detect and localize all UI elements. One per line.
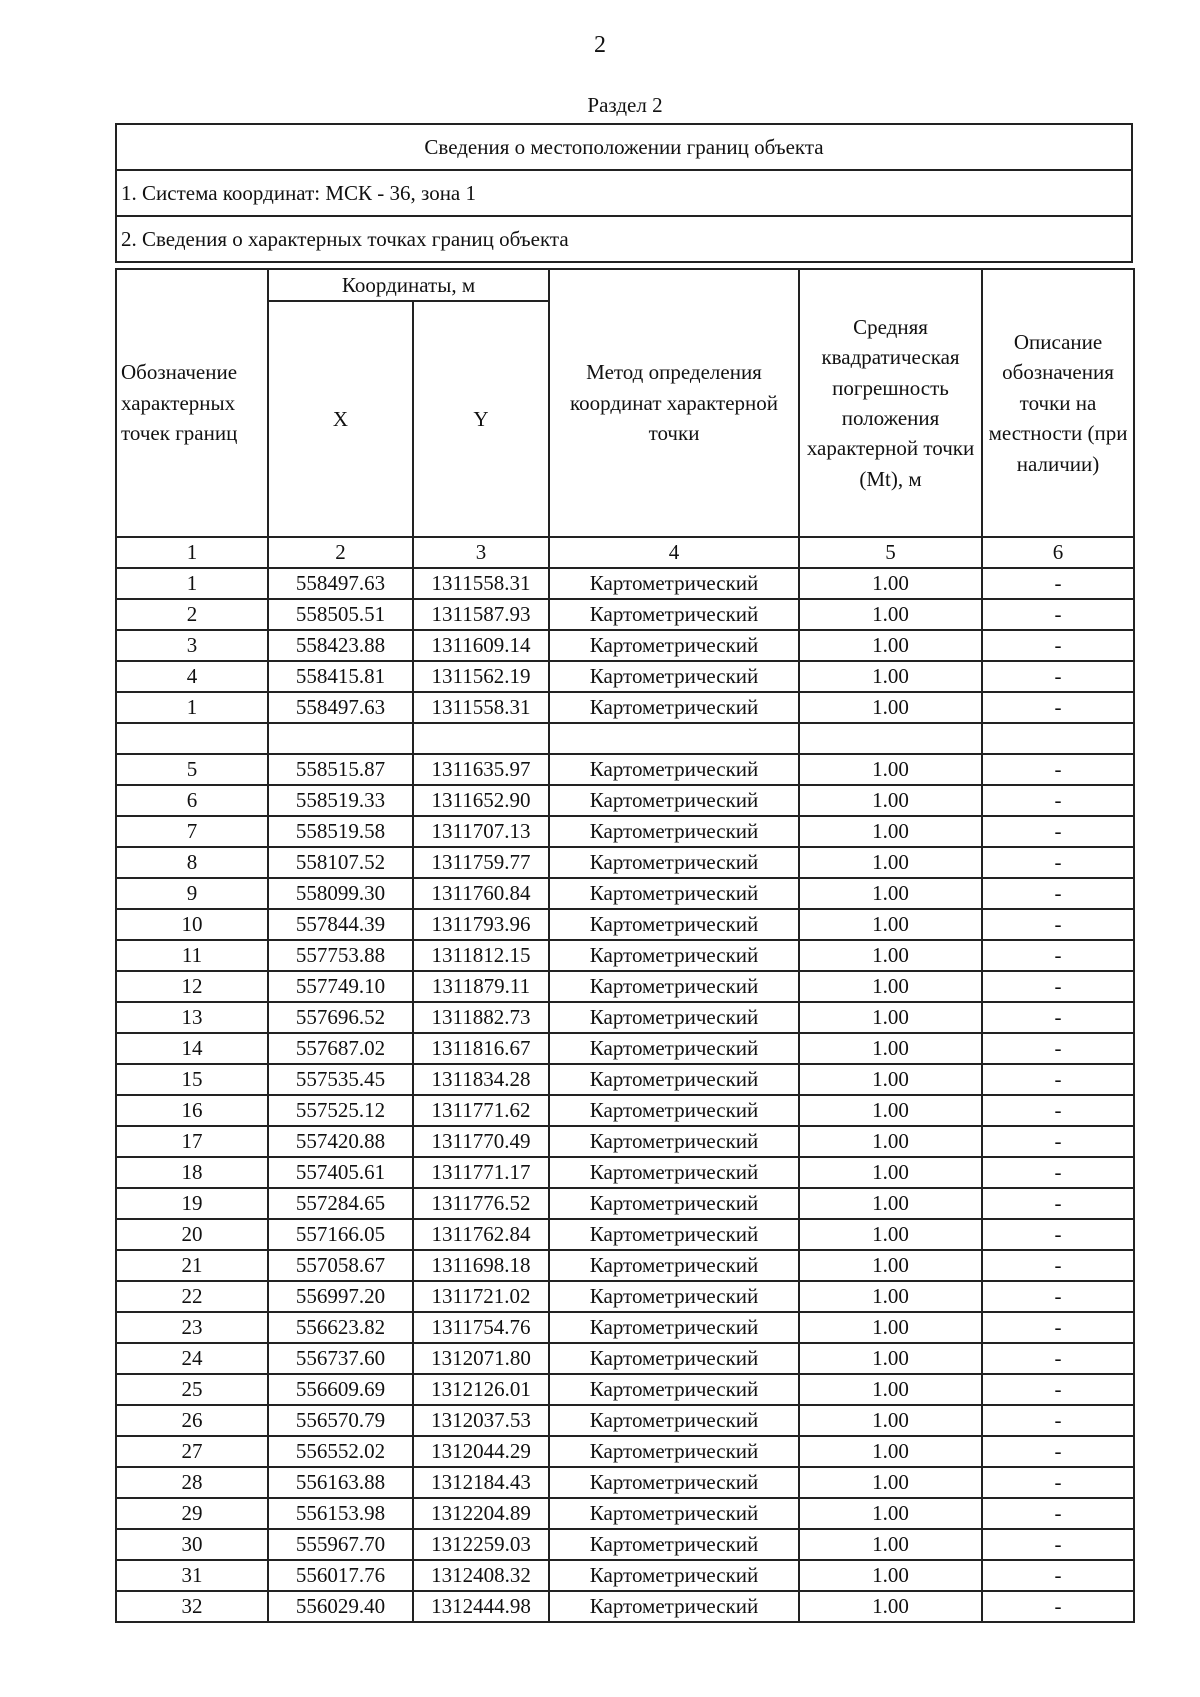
description-cell: - [982,1374,1134,1405]
method-cell: Картометрический [549,692,799,723]
x-coordinate-cell: 557753.88 [268,940,413,971]
table-row [116,1250,1134,1281]
error-cell: 1.00 [799,754,982,785]
description-cell: - [982,1126,1134,1157]
table-row [116,847,1134,878]
y-coordinate-cell: 1312184.43 [413,1467,549,1498]
table-row [116,1033,1134,1064]
error-cell: 1.00 [799,1498,982,1529]
description-cell: - [982,692,1134,723]
points-caption: 2. Сведения о характерных точках границ объекта [116,216,1132,262]
point-number-cell: 8 [116,847,268,878]
y-coordinate-cell: 1312204.89 [413,1498,549,1529]
table-row [116,971,1134,1002]
table-row [116,1188,1134,1219]
point-number-cell: 29 [116,1498,268,1529]
error-cell: 1.00 [799,785,982,816]
description-cell: - [982,1529,1134,1560]
y-coordinate-cell: 1312444.98 [413,1591,549,1622]
y-coordinate-cell: 1311770.49 [413,1126,549,1157]
method-cell: Картометрический [549,1343,799,1374]
table-body [116,568,1134,1622]
table-row [116,661,1134,692]
point-number-cell [116,723,268,754]
error-cell: 1.00 [799,1529,982,1560]
x-coordinate-cell: 558099.30 [268,878,413,909]
y-coordinate-cell: 1311771.17 [413,1157,549,1188]
x-coordinate-cell: 558497.63 [268,568,413,599]
y-coordinate-cell: 1312044.29 [413,1436,549,1467]
error-cell: 1.00 [799,1157,982,1188]
description-cell: - [982,1591,1134,1622]
error-cell: 1.00 [799,1219,982,1250]
description-cell: - [982,909,1134,940]
method-cell: Картометрический [549,1002,799,1033]
table-row [116,1064,1134,1095]
method-cell: Картометрический [549,971,799,1002]
point-number-cell: 12 [116,971,268,1002]
table-row [116,1126,1134,1157]
error-cell: 1.00 [799,940,982,971]
table-row [116,909,1134,940]
table-title: Сведения о местоположении границ объекта [116,124,1132,170]
y-coordinate-cell: 1311793.96 [413,909,549,940]
column-header-description: Описание обозначения точки на местности (при наличии) [982,269,1134,537]
x-coordinate-cell: 556570.79 [268,1405,413,1436]
x-coordinate-cell: 556552.02 [268,1436,413,1467]
x-coordinate-cell: 558415.81 [268,661,413,692]
method-cell: Картометрический [549,1033,799,1064]
x-coordinate-cell: 556153.98 [268,1498,413,1529]
x-coordinate-cell: 557687.02 [268,1033,413,1064]
method-cell: Картометрический [549,1281,799,1312]
point-number-cell: 1 [116,692,268,723]
method-cell: Картометрический [549,1591,799,1622]
method-cell: Картометрический [549,1560,799,1591]
point-number-cell: 24 [116,1343,268,1374]
description-cell: - [982,1343,1134,1374]
boundary-points-table [115,268,1135,1623]
point-number-cell: 16 [116,1095,268,1126]
description-cell: - [982,1033,1134,1064]
error-cell: 1.00 [799,1467,982,1498]
x-coordinate-cell: 558107.52 [268,847,413,878]
description-cell: - [982,568,1134,599]
x-coordinate-cell: 557166.05 [268,1219,413,1250]
description-cell: - [982,816,1134,847]
method-cell: Картометрический [549,847,799,878]
x-coordinate-cell: 556609.69 [268,1374,413,1405]
error-cell: 1.00 [799,878,982,909]
table-row [116,1219,1134,1250]
column-header-method: Метод определения координат характерной точки [549,269,799,537]
table-row [116,940,1134,971]
x-coordinate-cell: 557525.12 [268,1095,413,1126]
description-cell: - [982,1219,1134,1250]
error-cell: 1.00 [799,816,982,847]
error-cell: 1.00 [799,1312,982,1343]
method-cell: Картометрический [549,1436,799,1467]
method-cell: Картометрический [549,661,799,692]
point-number-cell: 5 [116,754,268,785]
method-cell: Картометрический [549,1467,799,1498]
description-cell: - [982,1002,1134,1033]
method-cell: Картометрический [549,754,799,785]
column-header-designation: Обозначение характерных точек границ [116,269,268,537]
y-coordinate-cell: 1312126.01 [413,1374,549,1405]
y-coordinate-cell: 1311760.84 [413,878,549,909]
description-cell: - [982,878,1134,909]
y-coordinate-cell: 1311609.14 [413,630,549,661]
point-number-cell: 30 [116,1529,268,1560]
description-cell: - [982,1498,1134,1529]
y-coordinate-cell: 1311652.90 [413,785,549,816]
description-cell: - [982,1188,1134,1219]
y-coordinate-cell: 1311562.19 [413,661,549,692]
description-cell: - [982,1095,1134,1126]
y-coordinate-cell: 1311721.02 [413,1281,549,1312]
method-cell: Картометрический [549,1312,799,1343]
y-coordinate-cell: 1311812.15 [413,940,549,971]
point-number-cell: 23 [116,1312,268,1343]
table-row [116,1436,1134,1467]
table-row [116,878,1134,909]
method-cell: Картометрический [549,1126,799,1157]
description-cell: - [982,1467,1134,1498]
y-coordinate-cell: 1311558.31 [413,692,549,723]
description-cell: - [982,1405,1134,1436]
x-coordinate-cell: 557749.10 [268,971,413,1002]
error-cell: 1.00 [799,568,982,599]
description-cell: - [982,847,1134,878]
point-number-cell: 26 [116,1405,268,1436]
description-cell: - [982,754,1134,785]
description-cell: - [982,940,1134,971]
description-cell: - [982,1281,1134,1312]
error-cell: 1.00 [799,1033,982,1064]
section-header-table [115,123,1133,263]
point-number-cell: 6 [116,785,268,816]
y-coordinate-cell: 1311754.76 [413,1312,549,1343]
point-number-cell: 17 [116,1126,268,1157]
column-number: 3 [413,537,549,568]
point-number-cell: 21 [116,1250,268,1281]
point-number-cell: 32 [116,1591,268,1622]
error-cell: 1.00 [799,1126,982,1157]
description-cell: - [982,1157,1134,1188]
page-number: 2 [594,32,606,58]
y-coordinate-cell: 1311635.97 [413,754,549,785]
table-row [116,1467,1134,1498]
error-cell: 1.00 [799,1095,982,1126]
table-row [116,1095,1134,1126]
x-coordinate-cell: 557535.45 [268,1064,413,1095]
error-cell: 1.00 [799,630,982,661]
error-cell: 1.00 [799,909,982,940]
x-coordinate-cell: 555967.70 [268,1529,413,1560]
x-coordinate-cell: 558515.87 [268,754,413,785]
y-coordinate-cell: 1311762.84 [413,1219,549,1250]
column-header-error: Средняя квадратическая погрешность положения характерной точки (Mt), м [799,269,982,537]
y-coordinate-cell: 1311776.52 [413,1188,549,1219]
table-row [116,568,1134,599]
point-number-cell: 13 [116,1002,268,1033]
x-coordinate-cell: 558423.88 [268,630,413,661]
table-row [116,630,1134,661]
x-coordinate-cell: 556737.60 [268,1343,413,1374]
error-cell: 1.00 [799,847,982,878]
error-cell: 1.00 [799,599,982,630]
y-coordinate-cell: 1312259.03 [413,1529,549,1560]
y-coordinate-cell: 1311882.73 [413,1002,549,1033]
table-row [116,1157,1134,1188]
column-number: 2 [268,537,413,568]
method-cell: Картометрический [549,1529,799,1560]
description-cell: - [982,1250,1134,1281]
x-coordinate-cell: 556997.20 [268,1281,413,1312]
table-row [116,1002,1134,1033]
method-cell: Картометрический [549,785,799,816]
description-cell: - [982,1436,1134,1467]
description-cell: - [982,1064,1134,1095]
x-coordinate-cell: 558497.63 [268,692,413,723]
table-row [116,785,1134,816]
x-coordinate-cell: 557844.39 [268,909,413,940]
y-coordinate-cell: 1312071.80 [413,1343,549,1374]
point-number-cell: 27 [116,1436,268,1467]
x-coordinate-cell: 557284.65 [268,1188,413,1219]
x-coordinate-cell: 558519.58 [268,816,413,847]
column-header-y: Y [413,301,549,537]
point-number-cell: 2 [116,599,268,630]
y-coordinate-cell: 1311707.13 [413,816,549,847]
description-cell: - [982,630,1134,661]
table-row [116,1591,1134,1622]
point-number-cell: 28 [116,1467,268,1498]
error-cell: 1.00 [799,1002,982,1033]
y-coordinate-cell: 1312408.32 [413,1560,549,1591]
error-cell: 1.00 [799,1374,982,1405]
table-row [116,1281,1134,1312]
description-cell: - [982,661,1134,692]
method-cell: Картометрический [549,1095,799,1126]
section-title: Раздел 2 [587,93,663,117]
point-number-cell: 22 [116,1281,268,1312]
column-numbers-row [116,537,1134,568]
point-number-cell: 7 [116,816,268,847]
point-number-cell: 14 [116,1033,268,1064]
method-cell: Картометрический [549,1374,799,1405]
method-cell: Картометрический [549,599,799,630]
error-cell: 1.00 [799,1591,982,1622]
point-number-cell: 3 [116,630,268,661]
column-header-coordinates: Координаты, м [268,269,549,301]
column-number: 5 [799,537,982,568]
y-coordinate-cell: 1311879.11 [413,971,549,1002]
table-row [116,1498,1134,1529]
error-cell: 1.00 [799,1281,982,1312]
x-coordinate-cell [268,723,413,754]
coordinate-system: 1. Система координат: МСК - 36, зона 1 [116,170,1132,216]
method-cell: Картометрический [549,816,799,847]
error-cell: 1.00 [799,1064,982,1095]
error-cell: 1.00 [799,1343,982,1374]
y-coordinate-cell: 1312037.53 [413,1405,549,1436]
method-cell: Картометрический [549,878,799,909]
error-cell: 1.00 [799,971,982,1002]
x-coordinate-cell: 558519.33 [268,785,413,816]
description-cell: - [982,1560,1134,1591]
table-row [116,754,1134,785]
error-cell: 1.00 [799,661,982,692]
method-cell: Картометрический [549,1405,799,1436]
method-cell: Картометрический [549,1188,799,1219]
method-cell: Картометрический [549,568,799,599]
table-row [116,1374,1134,1405]
x-coordinate-cell: 556017.76 [268,1560,413,1591]
error-cell: 1.00 [799,1188,982,1219]
y-coordinate-cell: 1311698.18 [413,1250,549,1281]
method-cell: Картометрический [549,630,799,661]
table-row [116,1343,1134,1374]
point-number-cell: 25 [116,1374,268,1405]
table-row [116,1405,1134,1436]
error-cell [799,723,982,754]
column-number: 1 [116,537,268,568]
point-number-cell: 10 [116,909,268,940]
error-cell: 1.00 [799,1560,982,1591]
method-cell [549,723,799,754]
method-cell: Картометрический [549,1064,799,1095]
description-cell: - [982,1312,1134,1343]
error-cell: 1.00 [799,1405,982,1436]
column-header-x: X [268,301,413,537]
method-cell: Картометрический [549,1219,799,1250]
method-cell: Картометрический [549,1157,799,1188]
x-coordinate-cell: 558505.51 [268,599,413,630]
point-number-cell: 15 [116,1064,268,1095]
description-cell: - [982,599,1134,630]
point-number-cell: 1 [116,568,268,599]
error-cell: 1.00 [799,1250,982,1281]
description-cell [982,723,1134,754]
table-row [116,1529,1134,1560]
description-cell: - [982,971,1134,1002]
column-number: 4 [549,537,799,568]
description-cell: - [982,785,1134,816]
table-row [116,599,1134,630]
error-cell: 1.00 [799,692,982,723]
point-number-cell: 9 [116,878,268,909]
y-coordinate-cell: 1311558.31 [413,568,549,599]
point-number-cell: 31 [116,1560,268,1591]
y-coordinate-cell: 1311587.93 [413,599,549,630]
x-coordinate-cell: 556029.40 [268,1591,413,1622]
table-row [116,816,1134,847]
y-coordinate-cell: 1311759.77 [413,847,549,878]
x-coordinate-cell: 556163.88 [268,1467,413,1498]
point-number-cell: 20 [116,1219,268,1250]
method-cell: Картометрический [549,1250,799,1281]
method-cell: Картометрический [549,1498,799,1529]
method-cell: Картометрический [549,909,799,940]
y-coordinate-cell [413,723,549,754]
x-coordinate-cell: 557696.52 [268,1002,413,1033]
point-number-cell: 11 [116,940,268,971]
point-number-cell: 18 [116,1157,268,1188]
x-coordinate-cell: 557420.88 [268,1126,413,1157]
table-row [116,1312,1134,1343]
y-coordinate-cell: 1311771.62 [413,1095,549,1126]
error-cell: 1.00 [799,1436,982,1467]
y-coordinate-cell: 1311834.28 [413,1064,549,1095]
method-cell: Картометрический [549,940,799,971]
y-coordinate-cell: 1311816.67 [413,1033,549,1064]
x-coordinate-cell: 557058.67 [268,1250,413,1281]
table-row [116,1560,1134,1591]
x-coordinate-cell: 557405.61 [268,1157,413,1188]
table-row [116,723,1134,754]
point-number-cell: 4 [116,661,268,692]
point-number-cell: 19 [116,1188,268,1219]
table-row [116,692,1134,723]
x-coordinate-cell: 556623.82 [268,1312,413,1343]
column-number: 6 [982,537,1134,568]
